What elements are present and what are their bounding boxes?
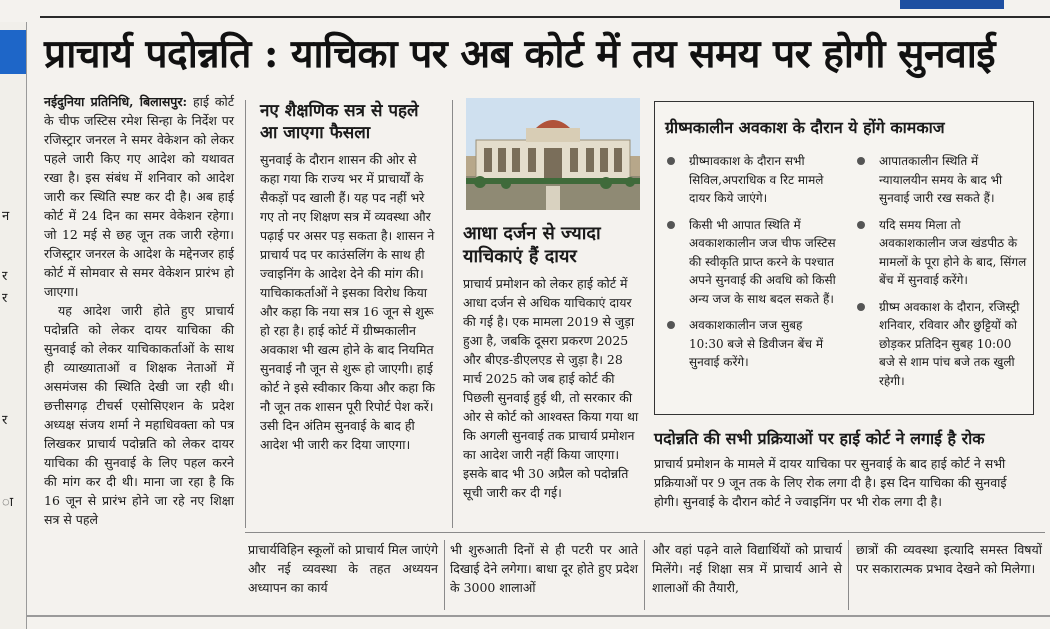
edge-text-fragment: ा [2, 495, 14, 510]
column-divider [848, 540, 849, 610]
list-item [667, 216, 837, 309]
headline: प्राचार्य पदोन्नति : याचिका पर अब कोर्ट में तय समय पर होगी सुनवाई [44, 31, 996, 77]
column-divider [245, 100, 246, 528]
column-divider [452, 100, 453, 528]
list-item-text: अवकाशकालीन जज सुबह 10:30 बजे से डिवीजन बेंच में सुनवाई करेंगे। [689, 318, 824, 369]
continuation-text-3: और वहां पढ़ने वाले विद्यार्थियों को प्राचार्य मिलेंगे। नई शिक्षा सत्र में प्राचार्य आने से शालाओं की तैयारी, [652, 542, 842, 595]
continuation-text-2: भी शुरुआती दिनों से ही पटरी पर आते दिखाई देने लगेगा। बाधा दूर होते हुए प्रदेश के 3000 शालाओं [450, 542, 638, 595]
bullet-icon [667, 157, 675, 165]
edge-text-fragment: र [2, 269, 8, 284]
vacation-info-box [654, 101, 1034, 415]
decision-text: सुनवाई के दौरान शासन की ओर से कहा गया कि राज्य भर में प्राचार्यों के सैकड़ों पद खाली हैं। यह पद नहीं भरे गए तो नए शिक्षण सत्र में व्यवस्था और पढ़ाई पर असर पड़ सकता है। शासन ने प्राचार्य पद पर काउंसलिंग के साथ ही ज्वाइनिंग के आदेश देने की मांग की। याचिकाकर्ताओं ने इसका विरोध किया और कहा कि नया सत्र 16 जून से शुरू हो रहा है। हाई कोर्ट में ग्रीष्मकालीन अवकाश भी खत्म होने के बाद नियमित सुनवाई नौ जून से शुरू हो जाएगी। हाई कोर्ट ने इसे स्वीकार किया और कहा कि नौ जून तक शासन पूरी रिपोर्ट पेश करें। उसी दिन अंतिम सुनवाई के बाद ही आदेश भी जारी कर दिया जाएगा। [260, 152, 436, 452]
subhead-decision: नए शैक्षणिक सत्र से पहले आ जाएगा फैसला [260, 101, 419, 143]
edge-text-fragment: र [2, 413, 8, 428]
bullet-icon [857, 221, 865, 229]
lead-text: हाई कोर्ट के चीफ जस्टिस रमेश सिन्हा के निर्देश पर रजिस्ट्रार जनरल ने समर वेकेशन को लेकर पहले जारी किए गए आदेश को यथावत रखा है। इस संबंध में शनिवार को आदेश जारी कर स्थिति स्पष्ट कर दी है। अब हाई कोर्ट में 24 दिन का समर वेकेशन रहेगा। जो 12 मई से छह जून तक जारी रहेगा। रजिस्ट्रार जनरल के आदेश के मद्देनजर हाई कोर्ट में सोमवार से समर वेकेशन प्रारंभ हो जाएगा। [44, 94, 235, 299]
box-title: ग्रीष्मकालीन अवकाश के दौरान ये होंगे कामकाज [665, 118, 945, 137]
high-court-building-photo [466, 98, 640, 210]
edge-text-fragment: न [2, 209, 10, 224]
column-decision [260, 100, 440, 454]
column-divider [444, 540, 445, 610]
bottom-rule [26, 615, 1050, 617]
list-item-text: ग्रीष्म अवकाश के दौरान, रजिस्ट्री शनिवार, रविवार और छुट्टियों को छोड़कर प्रतिदिन सुबह 10:00 बजे से शाम पांच बजे तक खुली रहेगी। [879, 299, 1020, 388]
list-item [667, 152, 837, 208]
column-petitions [463, 222, 641, 502]
list-item-text: आपातकालीन स्थिति में न्यायालयीन समय के बाद भी सुनवाई जारी रख सकते हैं। [879, 154, 1003, 205]
masthead-accent [900, 0, 1004, 9]
lead-paragraph [44, 92, 234, 301]
list-item-text: किसी भी आपात स्थिति में अवकाशकालीन जज चीफ जस्टिस की स्वीकृति प्राप्त करने के पश्चात अपने सुनवाई की अवधि को किसी अन्य जज के साथ बदल सकते हैं। [689, 217, 836, 306]
subhead-petitions: आधा दर्जन से ज्यादा याचिकाएं हैं दायर [463, 223, 601, 267]
bullet-icon [667, 221, 675, 229]
list-item [857, 216, 1027, 290]
stay-text: प्राचार्य प्रमोशन के मामले में दायर याचिका पर सुनवाई के बाद हाई कोर्ट ने सभी प्रक्रियाओं पर 9 जून तक के लिए रोक लगा दी है। इस दिन याचिका की सुनवाई होगी। सुनवाई के दौरान कोर्ट ने ज्वाइनिंग पर भी रोक लगा दी है। [654, 456, 1007, 509]
subhead-stay: पदोन्नति की सभी प्रक्रियाओं पर हाई कोर्ट ने लगाई है रोक [654, 429, 985, 448]
list-item [857, 152, 1027, 208]
petitions-text: प्राचार्य प्रमोशन को लेकर हाई कोर्ट में आधा दर्जन से अधिक याचिकाएं दायर की गई है। एक मामला 2019 से जुड़ा हुआ है, जबकि दूसरा प्रकरण 2025 और बीएड-डीएलएड से जुड़ा है। 28 मार्च 2025 को जब हाई कोर्ट की पिछली सुनवाई हुई थी, तो सरकार की ओर से कोर्ट को आश्वस्त किया गया था कि अगली सुनवाई तक प्राचार्य प्रमोशन का आदेश जारी नहीं किया जाएगा। इसके बाद भी 30 अप्रैल को पदोन्नति सूची जारी कर दी गई। [463, 276, 639, 500]
box-list-left [667, 152, 837, 380]
bullet-icon [667, 321, 675, 329]
box-list-right [857, 152, 1027, 398]
column-stay [654, 428, 1034, 511]
section-divider [245, 532, 1045, 533]
top-rule [40, 16, 1050, 18]
continuation-text-4: छात्रों की व्यवस्था इत्यादि समस्त विषयों पर सकारात्मक प्रभाव देखने को मिलेगा। [856, 542, 1042, 576]
top-strip [0, 0, 1050, 22]
continuation-text-1: प्राचार्यविहिन स्कूलों को प्राचार्य मिल जाएंगे और नई व्यवस्था के तहत अध्ययन अध्यापन का कार्य [248, 542, 438, 595]
edge-color-tab [0, 30, 26, 74]
list-item-text: ग्रीष्मावकाश के दौरान सभी सिविल,अपराधिक व रिट मामले दायर किये जाएंगे। [689, 154, 824, 205]
second-paragraph: यह आदेश जारी होते हुए प्राचार्य पदोन्नति को लेकर दायर याचिका की सुनवाई को लेकर याचिकाकर्ताओं के साथ ही व्याख्याताओं व शिक्षक नेताओं में असमंजस की स्थिति देखी जा रही थी। छत्तीसगढ़ टीचर्स एसोसिएशन के प्रदेश अध्यक्ष संजय शर्मा ने महाधिवक्ता को पत्र लिखकर प्राचार्य पदोन्नति को लेकर दायर याचिका की सुनवाई के लिए पहल करने की मांग कर दी थी। माना जा रहा है कि 16 जून से प्रारंभ होने जा रहे नए शिक्षा सत्र से पहले [44, 303, 234, 527]
list-item [667, 316, 837, 372]
bullet-icon [857, 157, 865, 165]
list-item-text: यदि समय मिला तो अवकाशकालीन जज खंडपीठ के मामलों के पूरा होने के बाद, सिंगल बेंच में सुनवाई करेंगे। [879, 217, 1027, 287]
bullet-icon [857, 303, 865, 311]
list-item [857, 298, 1027, 391]
byline: नईदुनिया प्रतिनिधि, बिलासपुर: [44, 94, 188, 109]
edge-text-fragment: र [2, 291, 8, 306]
column-divider [644, 540, 645, 610]
column-lead [44, 92, 234, 529]
previous-page-edge [0, 22, 27, 629]
